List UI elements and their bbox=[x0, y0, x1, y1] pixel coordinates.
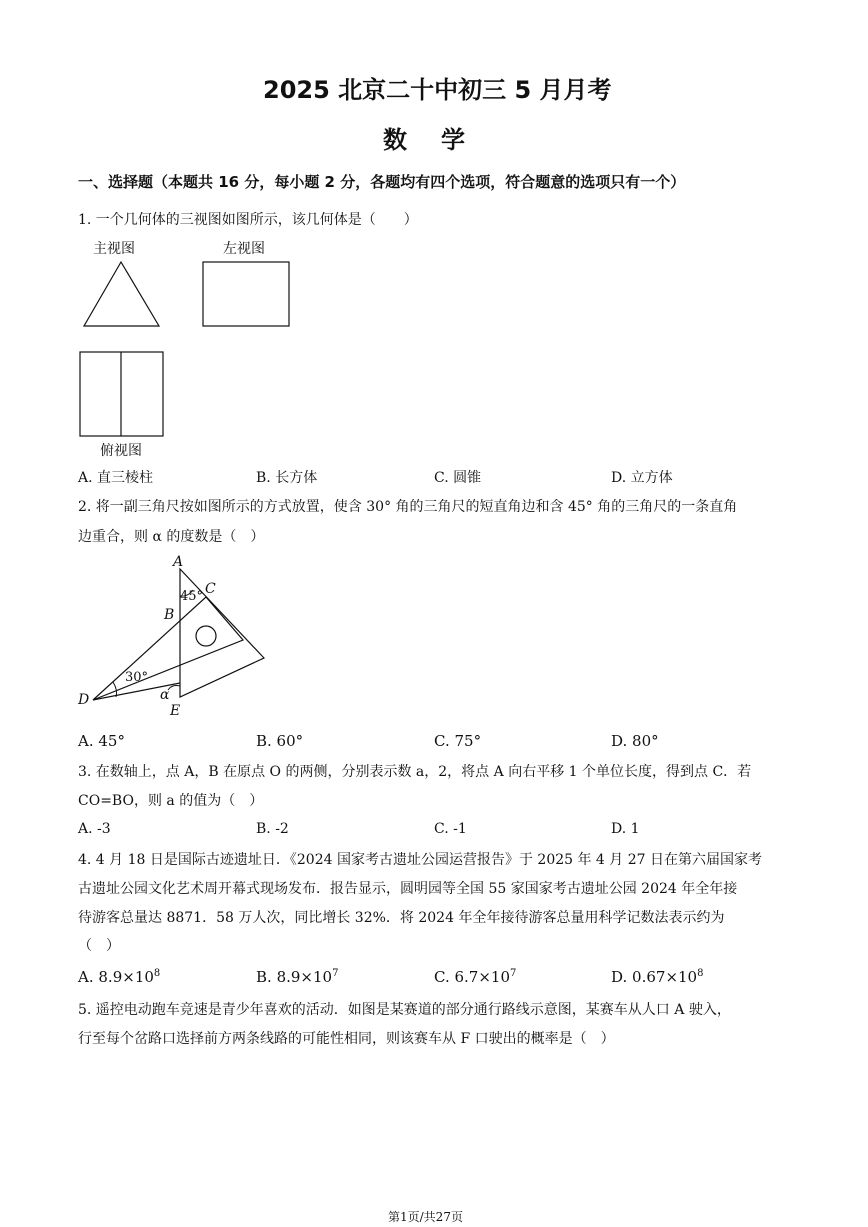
point-c-label: C bbox=[205, 581, 216, 597]
q1-option-a[interactable]: A. 直三棱柱 bbox=[78, 470, 154, 486]
q4-option-c[interactable] bbox=[434, 968, 516, 986]
q4-option-c-label: C. bbox=[434, 968, 450, 986]
question-4-stem-line4: （ ） bbox=[78, 938, 120, 954]
q4-option-a[interactable] bbox=[78, 968, 160, 986]
q4-option-d-label: D. bbox=[611, 968, 628, 986]
point-a-label: A bbox=[173, 554, 184, 570]
exam-title: 2025 北京二十中初三 5 月月考 bbox=[263, 76, 612, 104]
q4-option-a-exp: 8 bbox=[153, 968, 161, 979]
q4-option-b[interactable] bbox=[256, 968, 338, 986]
q4-option-b-label: B. bbox=[256, 968, 272, 986]
q3-option-a[interactable]: A. -3 bbox=[78, 821, 111, 837]
question-4-stem-line3: 待游客总量达 8871．58 万人次，同比增长 32%．将 2024 年全年接待游客总量用科学记数法表示约为 bbox=[78, 910, 725, 926]
point-d-label: D bbox=[78, 692, 90, 708]
question-4-stem-line2: 古遗址公园文化艺术周开幕式现场发布．报告显示，圆明园等全国 55 家国家考古遗址公园 2024 年全年接 bbox=[78, 881, 738, 897]
q3-option-d[interactable]: D. 1 bbox=[611, 821, 640, 837]
q4-option-d[interactable] bbox=[611, 968, 703, 986]
question-1-stem: 1. 一个几何体的三视图如图所示，该几何体是（ ） bbox=[78, 212, 418, 228]
question-2-stem-line2: 边重合，则 α 的度数是（ ） bbox=[78, 529, 265, 545]
question-5-stem-line1: 5. 遥控电动跑车竞速是青少年喜欢的活动．如图是某赛道的部分通行路线示意图，某赛车从人口 A 驶入， bbox=[78, 1002, 731, 1018]
alpha-label: α bbox=[160, 687, 170, 703]
point-b-label: B bbox=[164, 607, 175, 623]
q1-option-d[interactable]: D. 立方体 bbox=[611, 470, 673, 486]
angle-30-arc bbox=[113, 682, 117, 697]
q4-option-a-mantissa: 8.9×10 bbox=[98, 968, 154, 986]
q3-option-c[interactable]: C. -1 bbox=[434, 821, 467, 837]
point-e-label: E bbox=[170, 703, 181, 719]
q4-option-a-label: A. bbox=[78, 968, 94, 986]
q2-option-c[interactable]: C. 75° bbox=[434, 732, 482, 750]
question-5-stem-line2: 行至每个岔路口选择前方两条线路的可能性相同，则该赛车从 F 口驶出的概率是（ ） bbox=[78, 1031, 615, 1047]
top-view-label: 俯视图 bbox=[100, 443, 142, 459]
q4-option-d-mantissa: 0.67×10 bbox=[632, 968, 698, 986]
q1-option-c[interactable]: C. 圆锥 bbox=[434, 470, 482, 486]
left-view-label: 左视图 bbox=[223, 241, 265, 257]
q2-option-a[interactable]: A. 45° bbox=[78, 732, 125, 750]
alpha-arc bbox=[168, 686, 180, 691]
question-3-stem-line2: CO=BO，则 a 的值为（ ） bbox=[78, 793, 264, 809]
q4-option-c-mantissa: 6.7×10 bbox=[454, 968, 511, 986]
question-2-stem-line1: 2. 将一副三角尺按如图所示的方式放置，使含 30° 角的三角尺的短直角边和含 45° 角的三角尺的一条直角 bbox=[78, 499, 738, 515]
q4-option-c-exp: 7 bbox=[510, 968, 517, 979]
q4-option-b-exp: 7 bbox=[332, 968, 339, 979]
question-4-stem-line1: 4. 4 月 18 日是国际古迹遗址日．《2024 国家考古遗址公园运营报告》于 2025 年 4 月 27 日在第六届国家考 bbox=[78, 852, 763, 868]
q4-option-d-exp: 8 bbox=[697, 968, 704, 979]
q2-option-b[interactable]: B. 60° bbox=[256, 732, 304, 750]
q1-option-b[interactable]: B. 长方体 bbox=[256, 470, 318, 486]
question-3-stem-line1: 3. 在数轴上，点 A，B 在原点 O 的两侧，分别表示数 a，2，将点 A 向右平移 1 个单位长度，得到点 C．若 bbox=[78, 764, 752, 780]
subject-title: 数学 bbox=[383, 126, 499, 154]
q3-option-b[interactable]: B. -2 bbox=[256, 821, 289, 837]
page-footer: 第1页/共27页 bbox=[388, 1210, 463, 1224]
front-view-label: 主视图 bbox=[93, 241, 135, 257]
section-heading: 一、选择题（本题共 16 分，每小题 2 分，各题均有四个选项，符合题意的选项只有一个） bbox=[78, 173, 686, 191]
angle-45-label: 45° bbox=[180, 589, 204, 604]
q4-option-b-mantissa: 8.9×10 bbox=[276, 968, 333, 986]
angle-30-label: 30° bbox=[125, 670, 149, 685]
ruler-hole bbox=[196, 626, 216, 646]
q2-option-d[interactable]: D. 80° bbox=[611, 732, 659, 750]
